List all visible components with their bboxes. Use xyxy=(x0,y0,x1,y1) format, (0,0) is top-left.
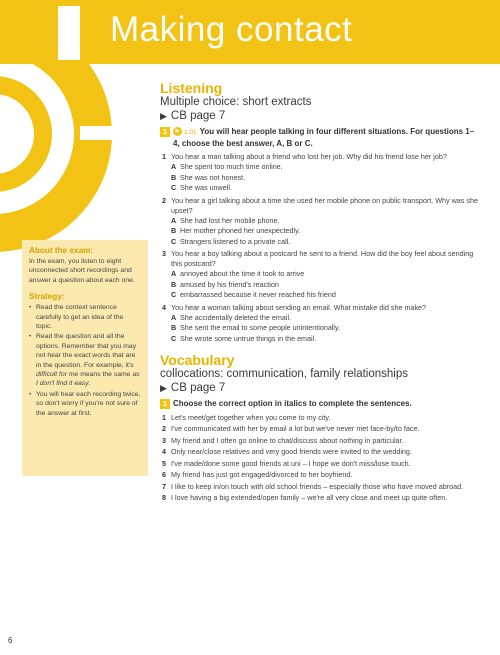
answer-option: B She was not honest. xyxy=(171,172,246,182)
page-number: 6 xyxy=(8,636,13,645)
audio-track-icon: ▶ xyxy=(173,127,182,136)
task-number-badge: 1 xyxy=(160,399,170,409)
vocabulary-sentence: 2 I've communicated with her by email a lot but we've never met face-by/to face. xyxy=(162,424,420,433)
answer-option: A annoyed about the time it took to arrive xyxy=(171,269,305,278)
vocabulary-sentence: 4 Only near/close relatives and very good friends were invited to the wedding. xyxy=(162,447,412,456)
question-2 xyxy=(160,196,480,248)
answer-option: B She sent the email to some people unintentionally. xyxy=(171,323,341,332)
strategy-item: • Read the question and all the options. Remember that you may not hear the exact words that are in the question. For example, it's difficult for me means the same as I don't find it easy. xyxy=(29,332,141,388)
question-text: 3 You hear a boy talking about a postcard he sent to a friend. How did the boy feel about sending this postcard? xyxy=(162,249,474,268)
vocabulary-sentence: 8 I love having a big extended/open family – we're all very close and meet up quite often. xyxy=(162,493,448,502)
vocabulary-sentence: 3 My friend and I often go online to chat/discuss about nothing in particular. xyxy=(162,435,404,445)
track-id: 1.01 xyxy=(184,129,197,136)
strategy-heading: Strategy: xyxy=(29,292,65,302)
answer-option: C Strangers listened to a private call. xyxy=(171,236,291,246)
vocabulary-sentence: 7 I like to keep in/on touch with old school friends – especially those who have moved abroad. xyxy=(162,481,464,491)
vocabulary-sentence: 1 Let's meet/get together when you come to my city. xyxy=(162,412,331,422)
question-text: 2 You hear a girl talking about a time she used her mobile phone on public transport. Why was she upset? xyxy=(162,195,478,215)
task-number-badge: 1 xyxy=(160,127,170,137)
answer-option: B Her mother phoned her unexpectedly. xyxy=(171,226,301,235)
listening-title: Listening xyxy=(160,80,223,96)
question-3 xyxy=(160,249,480,301)
answer-option: C She was unwell. xyxy=(171,183,232,192)
strategy-item: • You will hear each recording twice, so don't worry if you're not sure of the answer at first. xyxy=(29,390,141,418)
answer-option: C She wrote some untrue things in the email. xyxy=(171,333,317,343)
answer-option: A She accidentally deleted the email. xyxy=(171,312,292,322)
listening-task-instruction: 1 ▶ 1.01 You will hear people talking in four different situations. For questions 1–4, choose the best answer, A, B or C. xyxy=(160,127,480,149)
vocabulary-subtitle: collocations: communication, family relationships xyxy=(160,368,408,380)
answer-option: A She spent too much time online. xyxy=(171,162,283,171)
vocabulary-title: Vocabulary xyxy=(160,352,235,368)
play-arrow-icon: ▶ xyxy=(160,383,167,393)
vocabulary-sentence: 6 My friend has just got engaged/divorced to her boyfriend. xyxy=(162,470,353,479)
listening-cb-page: ▶ CB page 7 xyxy=(160,110,226,122)
question-4 xyxy=(160,303,480,345)
listening-subtitle: Multiple choice: short extracts xyxy=(160,96,312,108)
unit-title: Making contact xyxy=(110,10,353,49)
question-text: 4 You hear a woman talking about sending an email. What mistake did she make? xyxy=(162,302,427,312)
answer-option: C embarrassed because it never reached his friend xyxy=(171,290,336,299)
play-arrow-icon: ▶ xyxy=(160,111,167,121)
answer-option: A She had lost her mobile phone. xyxy=(171,215,280,225)
decorative-circle xyxy=(0,64,160,254)
about-exam-text: In the exam, you listen to eight unconnected short recordings and answer a question about each one. xyxy=(29,258,135,284)
unit-number-bar xyxy=(58,6,80,60)
question-text: 1 You hear a man talking about a friend who lost her job. Why did his friend lose her job? xyxy=(162,152,447,161)
strategy-item: • Read the context sentence carefully to get an idea of the topic. xyxy=(29,303,141,331)
vocabulary-cb-page: ▶ CB page 7 xyxy=(160,382,226,394)
main-content xyxy=(160,80,480,503)
about-exam-heading: About the exam: xyxy=(29,246,94,255)
question-1 xyxy=(160,152,480,194)
vocabulary-sentence: 5 I've made/done some good friends at uni – I hope we don't miss/lose touch. xyxy=(162,458,411,468)
exam-tips-sidebar xyxy=(22,240,148,476)
answer-option: B amused by his friend's reaction xyxy=(171,279,279,289)
vocabulary-task-instruction: 1 Choose the correct option in italics to complete the sentences. xyxy=(160,399,480,410)
strategy-list xyxy=(29,303,141,418)
vocabulary-section xyxy=(160,352,480,503)
